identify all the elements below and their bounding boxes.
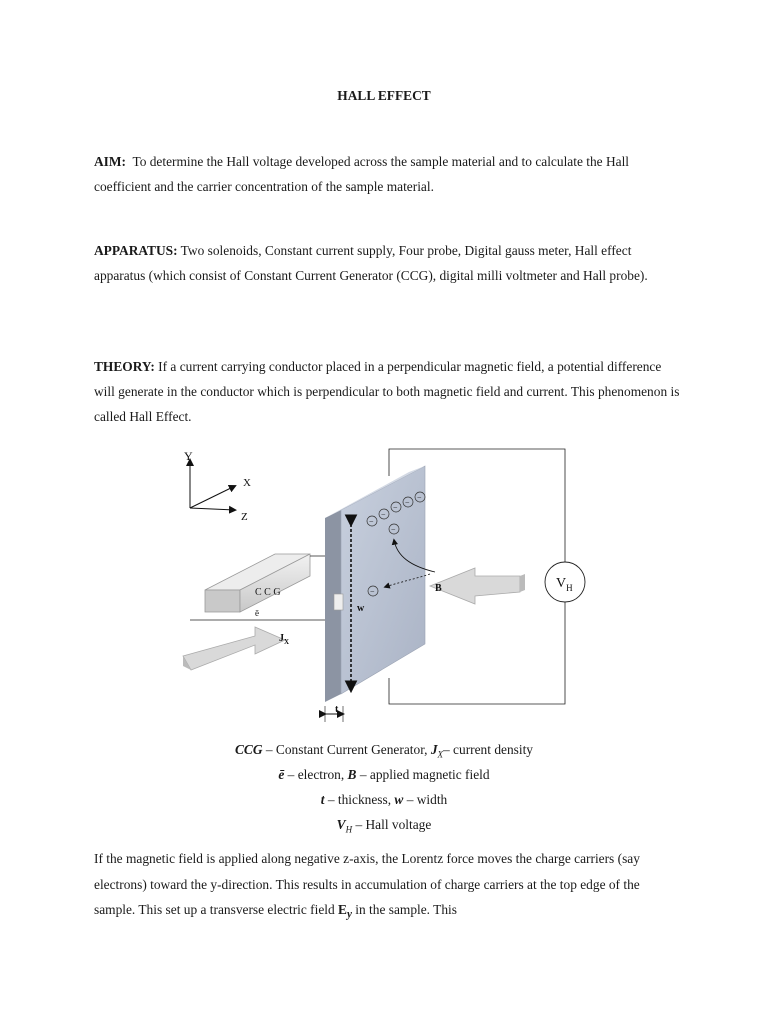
axis-y-label: Y	[184, 449, 193, 463]
svg-text:−: −	[370, 587, 375, 596]
svg-text:−: −	[417, 493, 422, 502]
current-label: $J_X$	[279, 633, 290, 646]
axes-icon	[184, 449, 251, 523]
page-title: HALL EFFECT	[337, 88, 431, 103]
svg-text:−: −	[391, 525, 396, 534]
axis-z-label: Z	[241, 511, 248, 523]
field-symbol: $E_y$	[338, 902, 352, 921]
width-label: w	[357, 603, 365, 614]
theory-text: If a current carrying conductor placed in a perpendicular magnetic field, a potential difference will generate in the conductor which is perpendicular to both magnetic field and current. This phenomenon is called Hall Effect.	[94, 359, 680, 424]
magnetic-field-arrow-icon	[430, 568, 525, 604]
legend-line-ccg: CCG – Constant Current Generator, $J_X-$ current density	[234, 742, 534, 760]
svg-text:−: −	[369, 517, 374, 526]
ccg-label: C C G	[255, 587, 281, 598]
apparatus-paragraph	[94, 238, 684, 288]
closing-paragraph: If the magnetic field is applied along negative z-axis, the Lorentz force moves the charge carriers (say electrons) toward the y-direction. This results in accumulation of charge carriers at the top edge of the sample. This set up a transverse electric field $E_y$ in the sample. This	[94, 851, 640, 921]
ccg-box	[205, 554, 310, 612]
electron-label: ē	[255, 608, 259, 618]
aim-text: To determine the Hall voltage developed across the sample material and to calculate the Hall coefficient and the carrier concentration of the sample material.	[94, 154, 630, 194]
thickness-label: t	[335, 704, 339, 715]
field-label: B	[435, 583, 442, 594]
svg-text:−: −	[393, 503, 398, 512]
current-arrow-icon	[183, 627, 285, 670]
aim-label: AIM:	[94, 154, 126, 169]
hall-effect-diagram	[175, 444, 600, 729]
legend-line-electron: ē – electron, B – applied magnetic field	[278, 767, 490, 782]
axis-x-label: X	[243, 477, 251, 489]
theory-label: THEORY:	[94, 359, 155, 374]
apparatus-label: APPARATUS:	[94, 243, 178, 258]
svg-text:−: −	[381, 510, 386, 519]
legend-line-thickness: t – thickness, w – width	[320, 792, 448, 807]
legend-line-hall-voltage: $V_H$ – Hall voltage	[336, 817, 432, 835]
voltmeter-label: $V_H$	[556, 576, 573, 593]
apparatus-text: Two solenoids, Constant current supply, Four probe, Digital gauss meter, Hall effect apparatus (which consist of Constant Current Generator (CCG), digital milli voltmeter and Hall probe).	[94, 243, 648, 283]
aim-paragraph	[94, 149, 684, 199]
svg-text:−: −	[405, 498, 410, 507]
sample-plate	[325, 466, 425, 702]
theory-paragraph	[94, 354, 684, 429]
